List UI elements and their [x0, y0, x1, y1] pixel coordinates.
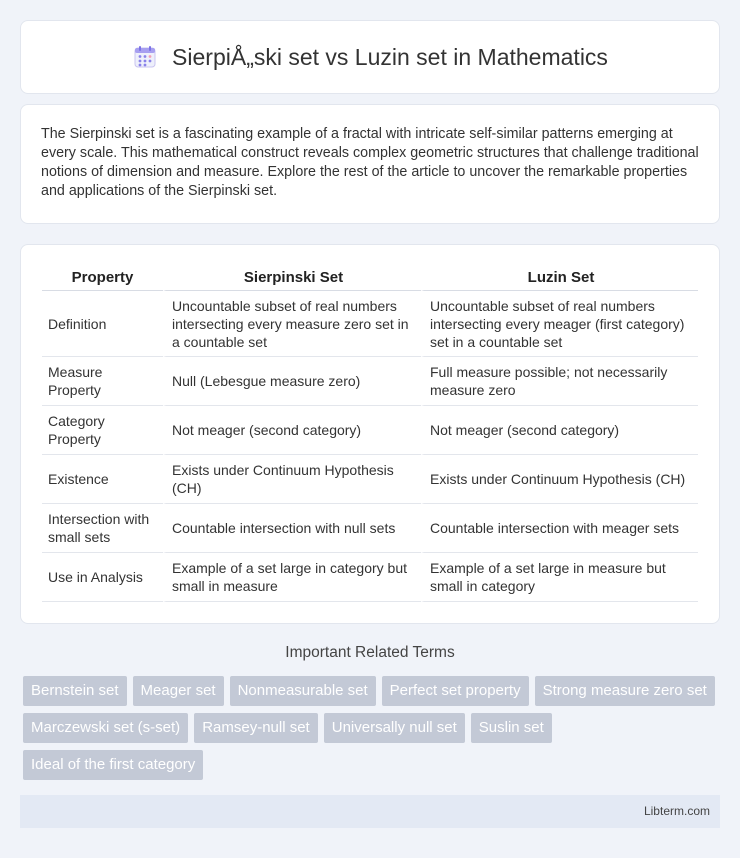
related-terms-list [23, 676, 723, 780]
sierpinski-cell: Countable intersection with null sets [163, 504, 421, 553]
sierpinski-cell: Uncountable subset of real numbers intersecting every measure zero set in a countable set [163, 291, 421, 357]
luzin-cell: Full measure possible; not necessarily measure zero [421, 357, 698, 406]
luzin-cell: Countable intersection with meager sets [421, 504, 698, 553]
related-term-tag[interactable]: Strong measure zero set [535, 676, 715, 706]
related-term-tag[interactable]: Suslin set [471, 713, 552, 743]
page-title: SierpiÅ„ski set vs Luzin set in Mathematics [172, 43, 608, 70]
related-terms-title: Important Related Terms [285, 644, 455, 661]
row-label: Category Property [42, 406, 163, 455]
title-card [20, 20, 720, 94]
table-row [42, 504, 698, 553]
table-row [42, 406, 698, 455]
sierpinski-cell: Exists under Continuum Hypothesis (CH) [163, 455, 421, 504]
table-row [42, 357, 698, 406]
related-term-tag[interactable]: Bernstein set [23, 676, 127, 706]
row-label: Definition [42, 291, 163, 357]
luzin-cell: Exists under Continuum Hypothesis (CH) [421, 455, 698, 504]
footer-brand-link[interactable]: Libterm.com [643, 804, 710, 818]
intro-paragraph: The Sierpinski set is a fascinating example of a fractal with intricate self-similar patterns emerging at every scale. This mathematical construct reveals complex geometric structures that challenge traditional notions of dimension and measure. Explore the rest of the article to uncover the remarkable properties and applications of the Sierpinski set. [41, 126, 699, 199]
row-label: Intersection with small sets [42, 504, 163, 553]
luzin-cell: Not meager (second category) [421, 406, 698, 455]
table-row [42, 291, 698, 357]
header-luzin: Luzin Set [421, 265, 698, 291]
intro-card [20, 104, 720, 224]
related-term-tag[interactable]: Ramsey-null set [194, 713, 318, 743]
table-header-row [42, 265, 698, 291]
sierpinski-cell: Example of a set large in category but small in measure [163, 553, 421, 602]
related-term-tag[interactable]: Perfect set property [382, 676, 529, 706]
sierpinski-cell: Null (Lebesgue measure zero) [163, 357, 421, 406]
related-term-tag[interactable]: Meager set [133, 676, 224, 706]
header-property: Property [42, 265, 163, 291]
related-term-tag[interactable]: Nonmeasurable set [230, 676, 376, 706]
header-sierpinski: Sierpinski Set [163, 265, 421, 291]
related-term-tag[interactable]: Marczewski set (s-set) [23, 713, 188, 743]
related-term-tag[interactable]: Ideal of the first category [23, 750, 203, 780]
footer [20, 795, 720, 828]
comparison-table [42, 265, 698, 602]
table-row [42, 553, 698, 602]
row-label: Existence [42, 455, 163, 504]
row-label: Use in Analysis [42, 553, 163, 602]
related-term-tag[interactable]: Universally null set [324, 713, 465, 743]
calendar-grid-icon [132, 44, 158, 70]
comparison-table-card [20, 244, 720, 624]
table-row [42, 455, 698, 504]
luzin-cell: Example of a set large in measure but small in category [421, 553, 698, 602]
row-label: Measure Property [42, 357, 163, 406]
sierpinski-cell: Not meager (second category) [163, 406, 421, 455]
luzin-cell: Uncountable subset of real numbers intersecting every meager (first category) set in a countable set [421, 291, 698, 357]
